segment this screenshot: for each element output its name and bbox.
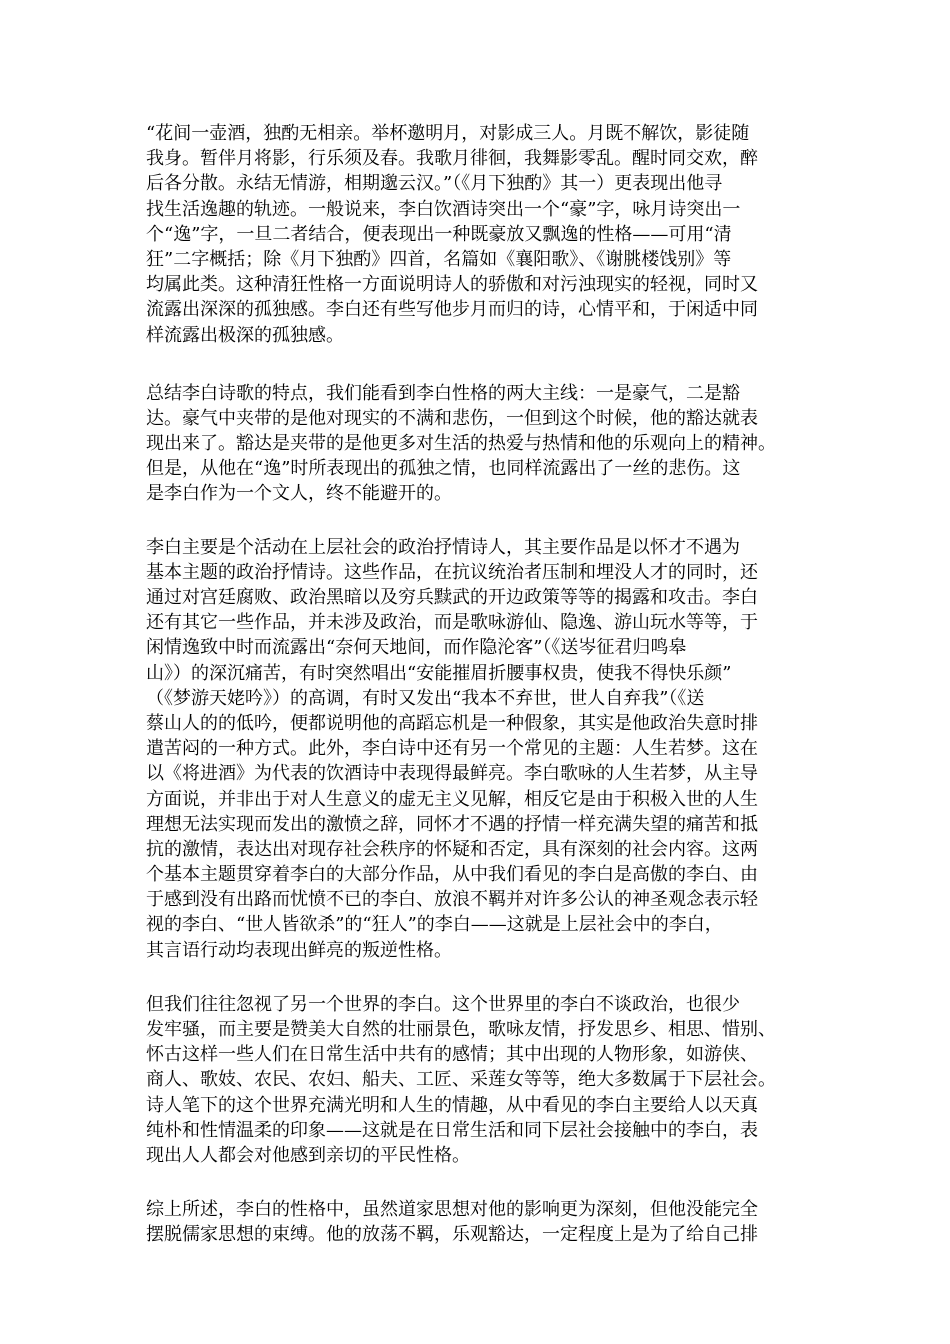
text-line: 抗的激情，表达出对现存社会秩序的怀疑和否定，具有深刻的社会内容。这两: [146, 838, 758, 860]
paragraph-4: [146, 992, 808, 1168]
text-line: 是李白作为一个文人，终不能避开的。: [146, 483, 452, 505]
text-line: 总结李白诗歌的特点，我们能看到李白性格的两大主线：一是豪气，二是豁: [146, 382, 740, 404]
text-line: 现出人人都会对他感到亲切的平民性格。: [146, 1144, 470, 1166]
text-line: 我身。暂伴月将影，行乐须及春。我歌月徘徊，我舞影零乱。醒时同交欢，醉: [146, 148, 758, 170]
paragraph-5: [146, 1197, 808, 1247]
text-line: 但我们往往忽视了另一个世界的李白。这个世界里的李白不谈政治，也很少: [146, 993, 740, 1015]
text-line: 个“逸”字，一旦二者结合，便表现出一种既豪放又飘逸的性格——可用“清: [146, 223, 732, 245]
text-line: 均属此类。这种清狂性格一方面说明诗人的骄傲和对污浊现实的轻视，同时又: [146, 274, 758, 296]
text-line: 还有其它一些作品，并未涉及政治，而是歌咏游仙、隐逸、游山玩水等等，于: [146, 612, 758, 634]
text-line: 怀古这样一些人们在日常生活中共有的感情；其中出现的人物形象，如游侠、: [146, 1044, 758, 1066]
paragraph-spacer: [146, 507, 808, 535]
text-line: 样流露出极深的孤独感。: [146, 324, 344, 346]
text-line: 商人、歌妓、农民、农妇、船夫、工匠、采莲女等等，绝大多数属于下层社会。: [146, 1069, 776, 1091]
text-line: 纯朴和性情温柔的印象——这就是在日常生活和同下层社会接触中的李白，表: [146, 1119, 758, 1141]
text-line: 现出来了。豁达是夹带的是他更多对生活的热爱与热情和他的乐观向上的精神。: [146, 433, 776, 455]
document-body: [146, 121, 808, 1248]
text-line: 找生活逸趣的轨迹。一般说来，李白饮酒诗突出一个“豪”字，咏月诗突出一: [146, 198, 741, 220]
paragraph-3: [146, 535, 808, 963]
text-line: 个基本主题贯穿着李白的大部分作品，从中我们看见的李白是高傲的李白、由: [146, 864, 758, 886]
text-line: 李白主要是个活动在上层社会的政治抒情诗人，其主要作品是以怀才不遇为: [146, 536, 740, 558]
text-line: 狂”二字概括；除《月下独酌》四首，名篇如《襄阳歌》、《谢朓楼饯别》等: [146, 248, 732, 270]
text-line: 视的李白、“世人皆欲杀”的“狂人”的李白——这就是上层社会中的李白，: [146, 914, 723, 936]
text-line: 方面说，并非出于对人生意义的虚无主义见解，相反它是由于积极入世的人生: [146, 788, 758, 810]
text-line: （《梦游天姥吟》）的高调，有时又发出“我本不弃世，世人自弃我”（《送: [146, 687, 705, 709]
text-line: 通过对宫廷腐败、政治黑暗以及穷兵黩武的开边政策等等的揭露和攻击。李白: [146, 587, 758, 608]
paragraph-1: [146, 121, 808, 348]
text-line: 以《将进酒》为代表的饮酒诗中表现得最鲜亮。李白歌咏的人生若梦，从主导: [146, 763, 758, 785]
paragraph-2: [146, 381, 808, 507]
text-line: 流露出深深的孤独感。李白还有些写他步月而归的诗，心情平和，于闲适中同: [146, 299, 758, 321]
text-line: 诗人笔下的这个世界充满光明和人生的情趣，从中看见的李白主要给人以天真: [146, 1094, 758, 1116]
text-line: 理想无法实现而发出的激愤之辞，同怀才不遇的抒情一样充满失望的痛苦和抵: [146, 813, 758, 835]
text-line: 闲情逸致中时而流露出“奈何天地间，而作隐沦客”（《送岑征君归鸣皋: [146, 637, 687, 659]
text-line: 山》）的深沉痛苦，有时突然唱出“安能摧眉折腰事权贵，使我不得快乐颜”: [146, 662, 732, 684]
text-line: 但是，从他在“逸”时所表现出的孤独之情，也同样流露出了一丝的悲伤。这: [146, 458, 741, 480]
text-line: 蔡山人的的低吟，便都说明他的高蹈忘机是一种假象，其实是他政治失意时排: [146, 712, 758, 734]
text-line: “花间一壶酒，独酌无相亲。举杯邀明月，对影成三人。月既不解饮，影徒随: [146, 123, 750, 144]
paragraph-spacer: [146, 348, 808, 381]
text-line: 达。豪气中夹带的是他对现实的不满和悲伤，一但到这个时候，他的豁达就表: [146, 407, 758, 429]
text-line: 其言语行动均表现出鲜亮的叛逆性格。: [146, 939, 452, 961]
paragraph-spacer: [146, 1168, 808, 1197]
text-line: 摆脱儒家思想的束缚。他的放荡不羁，乐观豁达，一定程度上是为了给自己排: [146, 1224, 758, 1246]
paragraph-spacer: [146, 963, 808, 992]
text-line: 基本主题的政治抒情诗。这些作品，在抗议统治者压制和埋没人才的同时，还: [146, 561, 758, 583]
text-line: 发牢骚，而主要是赞美大自然的壮丽景色，歌咏友情，抒发思乡、相思、惜别、: [146, 1019, 776, 1040]
text-line: 综上所述，李白的性格中，虽然道家思想对他的影响更为深刻，但他没能完全: [146, 1199, 758, 1221]
text-line: 后各分散。永结无情游，相期邈云汉。”（《月下独酌》其一）更表现出他寻: [146, 173, 723, 195]
text-line: 于感到没有出路而忧愤不已的李白、放浪不羁并对许多公认的神圣观念表示轻: [146, 889, 758, 911]
text-line: 遣苦闷的一种方式。此外，李白诗中还有另一个常见的主题：人生若梦。这在: [146, 738, 758, 760]
